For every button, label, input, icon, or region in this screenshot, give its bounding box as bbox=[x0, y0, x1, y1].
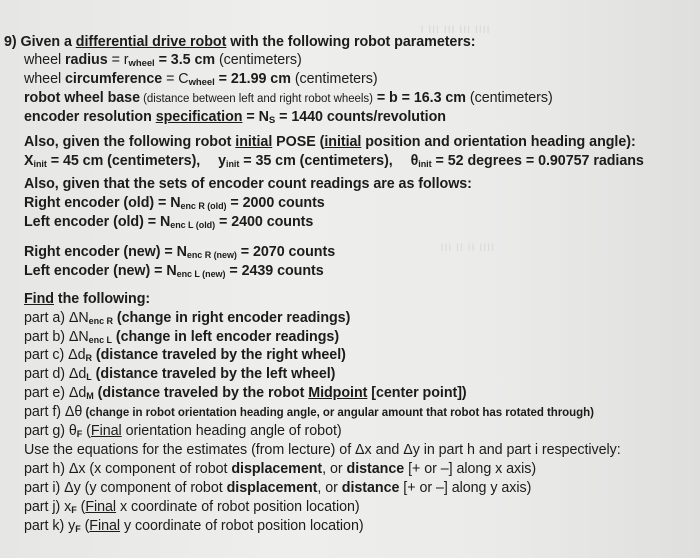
part-g: part g) θF (Final orientation heading angle of robot) bbox=[24, 423, 342, 439]
part-h: part h) Δx (x component of robot displacement, or distance [+ or –] along x axis) bbox=[24, 461, 537, 477]
part-d: part d) ΔdL (distance traveled by the left wheel) bbox=[24, 366, 336, 382]
initial-pose-values: Xinit = 45 cm (centimeters), yinit = 35 cm (centimeters), θinit = 52 degrees = 0.90757 radians bbox=[24, 153, 644, 169]
right-encoder-old: Right encoder (old) = Nenc R (old) = 2000 counts bbox=[24, 195, 325, 211]
use-equations-note: Use the equations for the estimates (from lecture) of Δx and Δy in part h and part i respectively: bbox=[24, 442, 621, 458]
part-e: part e) ΔdM (distance traveled by the robot Midpoint [center point]) bbox=[24, 385, 467, 401]
right-encoder-new: Right encoder (new) = Nenc R (new) = 2070 counts bbox=[24, 244, 336, 260]
paper-show-through: ı ııı ııı ııı ıııı bbox=[420, 20, 491, 36]
wheel-circumference-line: wheel circumference = Cwheel = 21.99 cm (centimeters) bbox=[24, 71, 378, 88]
wheel-radius-line: wheel radius = rwheel = 3.5 cm (centimeters) bbox=[24, 52, 302, 69]
part-a: part a) ΔNenc R (change in right encoder readings) bbox=[24, 310, 351, 326]
part-f: part f) Δθ (change in robot orientation heading angle, or angular amount that robot has rotated through) bbox=[24, 404, 594, 420]
encoder-readings-intro: Also, given that the sets of encoder count readings are as follows: bbox=[24, 176, 472, 192]
part-b: part b) ΔNenc L (change in left encoder readings) bbox=[24, 329, 340, 345]
paper-show-through: ııı ıı ıı ıııı bbox=[440, 238, 495, 254]
part-j: part j) xF (Final x coordinate of robot position location) bbox=[24, 499, 360, 515]
part-c: part c) ΔdR (distance traveled by the right wheel) bbox=[24, 347, 346, 363]
wheel-base-line: robot wheel base (distance between left and right robot wheels) = b = 16.3 cm (centimeters) bbox=[24, 90, 553, 106]
differential-drive-robot-link: differential drive robot bbox=[75, 34, 227, 50]
find-heading: Find the following: bbox=[24, 291, 151, 307]
part-k: part k) yF (Final y coordinate of robot position location) bbox=[24, 518, 364, 534]
left-encoder-new: Left encoder (new) = Nenc L (new) = 2439 counts bbox=[24, 263, 324, 279]
encoder-resolution-line: encoder resolution specification = NS = 1440 counts/revolution bbox=[24, 109, 446, 126]
part-i: part i) Δy (y component of robot displacement, or distance [+ or –] along y axis) bbox=[24, 480, 532, 496]
left-encoder-old: Left encoder (old) = Nenc L (old) = 2400 counts bbox=[24, 214, 314, 230]
problem-header: 9) Given a differential drive robot with the following robot parameters: bbox=[4, 34, 476, 50]
initial-pose-intro: Also, given the following robot initial POSE (initial position and orientation heading angle): bbox=[24, 134, 636, 150]
